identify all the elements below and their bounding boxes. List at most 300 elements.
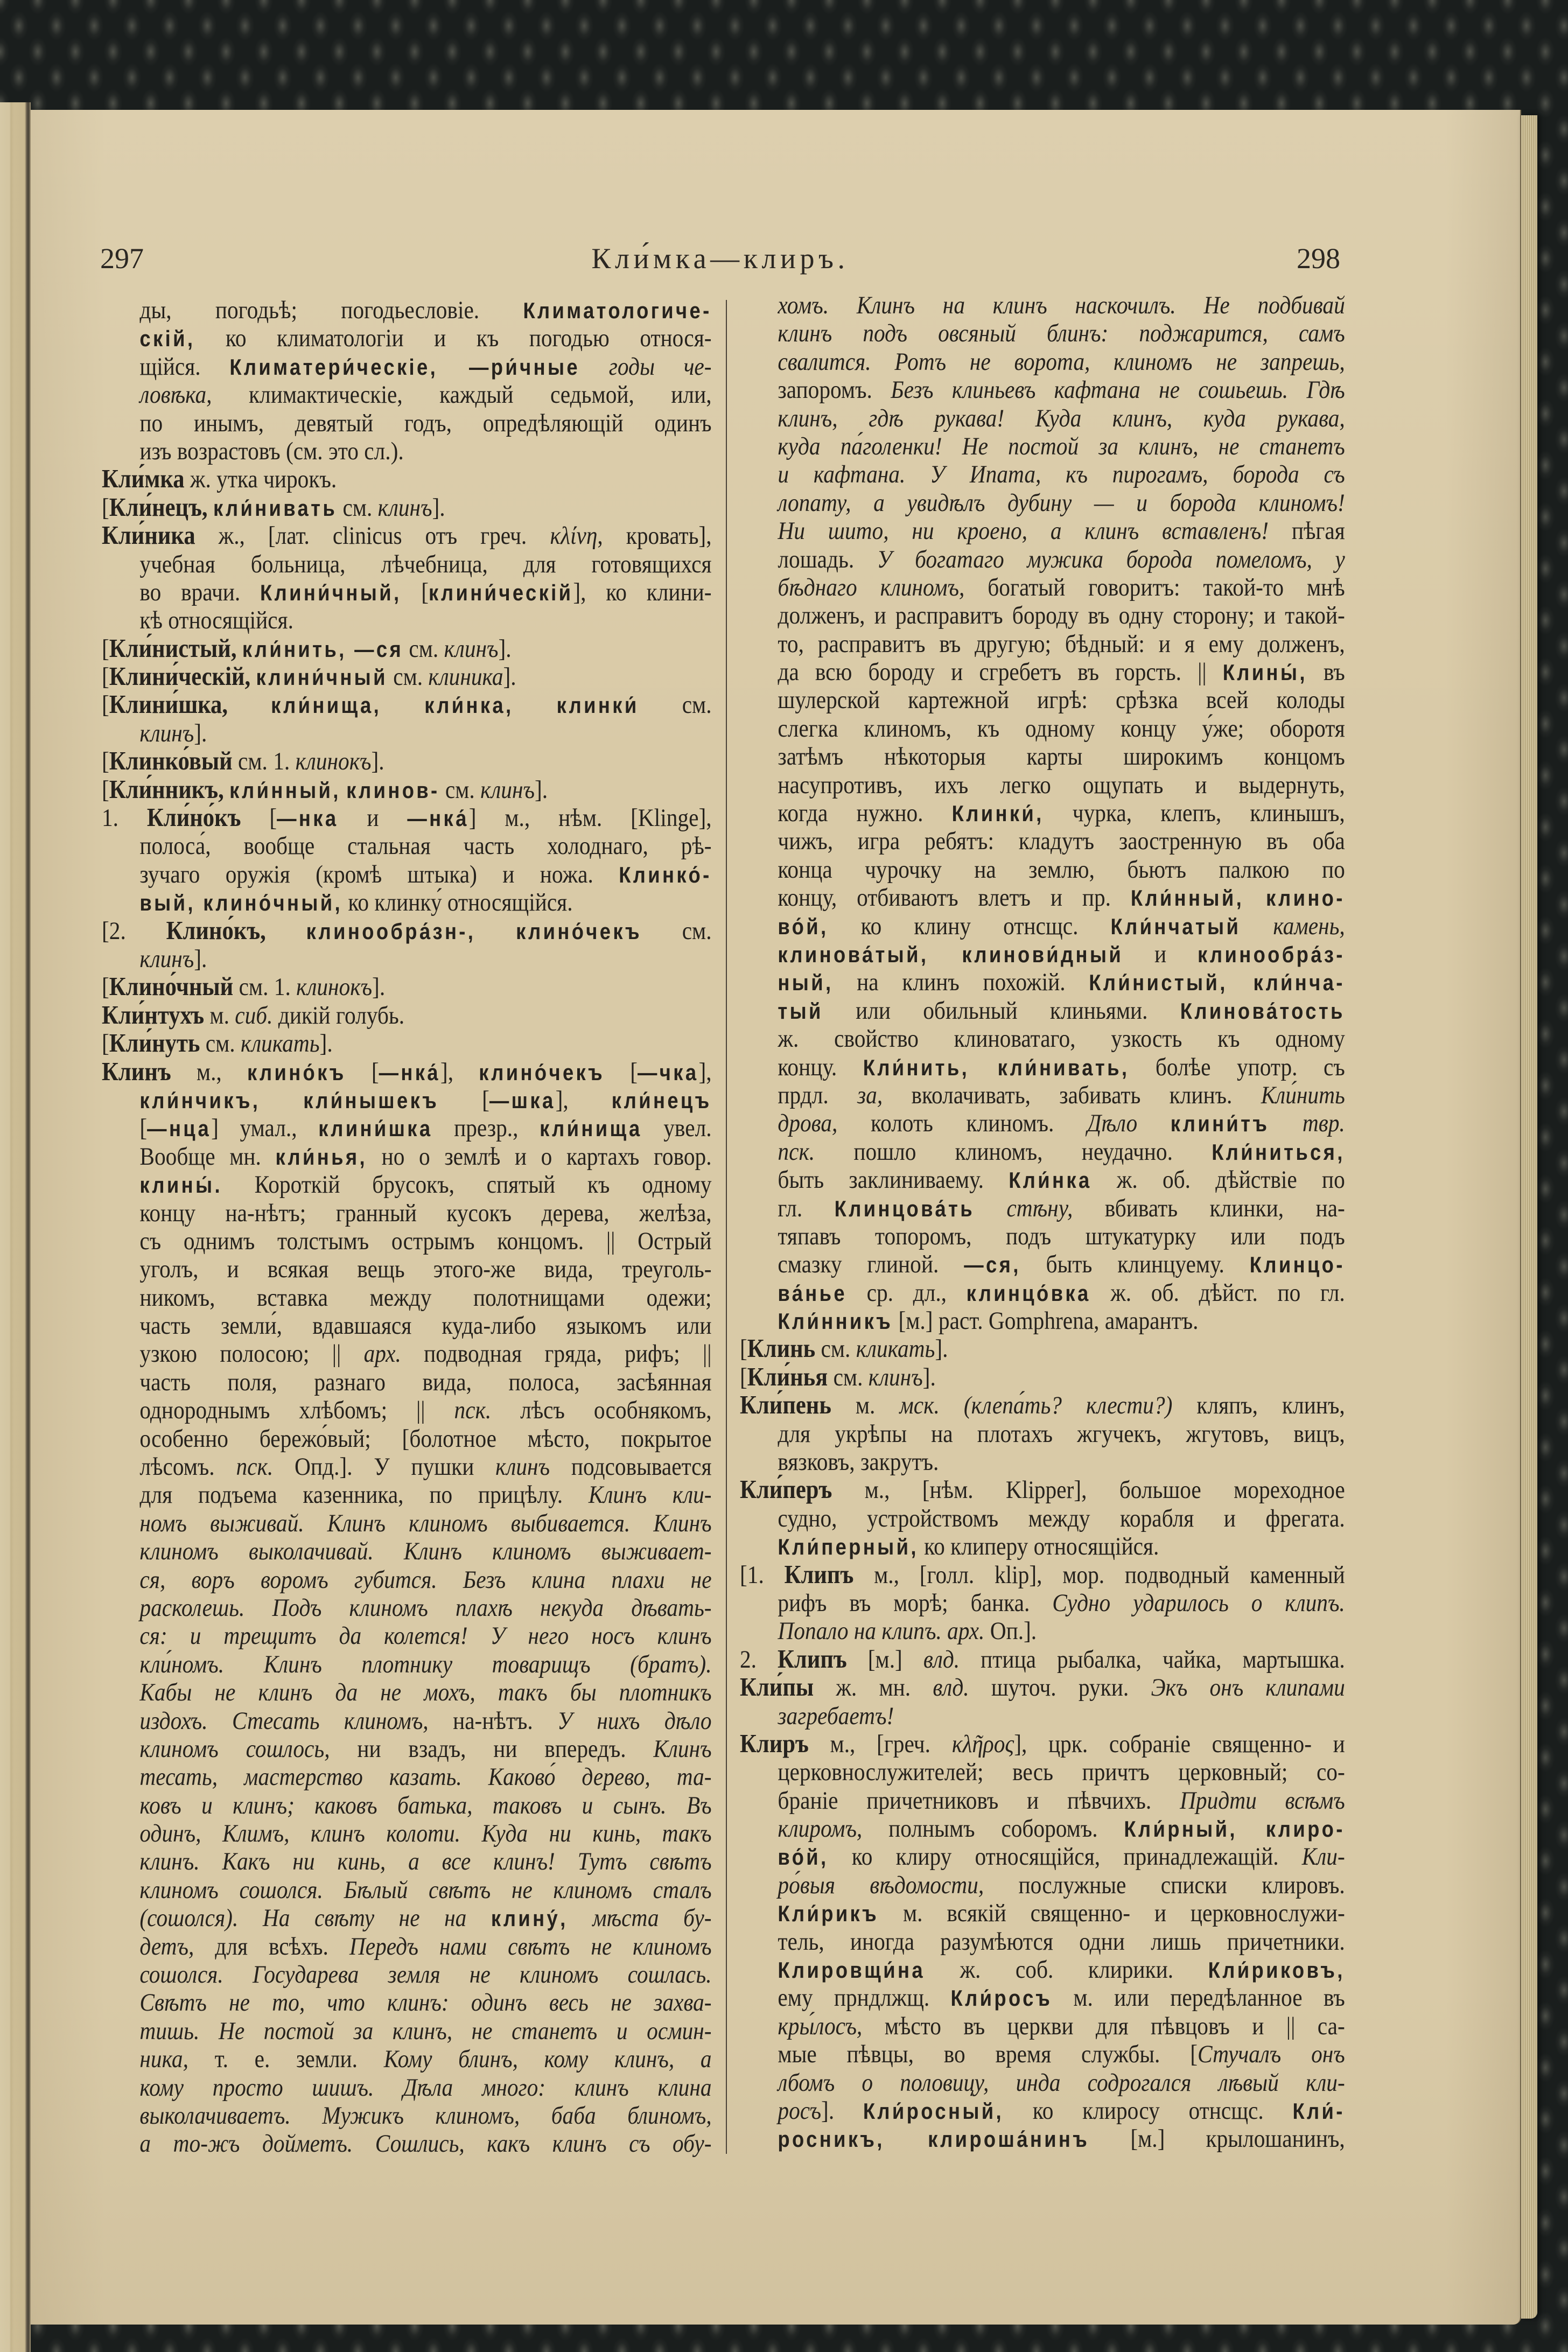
dictionary-line	[740, 997, 1345, 1025]
italic-text: выколачиваетъ. Мужикъ клиномъ, баба блиномъ,	[139, 2102, 712, 2130]
dictionary-line	[102, 381, 712, 409]
derived-form: Клинко́-	[619, 862, 712, 887]
dictionary-line	[102, 945, 712, 973]
italic-text: номъ выживай. Клинъ клиномъ выбивается. Клинъ	[139, 1509, 712, 1537]
italic-text: клинъ	[868, 1363, 923, 1391]
body-text: гл.	[778, 1194, 835, 1222]
dictionary-line	[740, 1702, 1345, 1730]
italic-text: клиника	[428, 663, 503, 691]
dictionary-line	[102, 776, 712, 804]
dictionary-line	[740, 517, 1345, 545]
body-text: уголъ, и всякая вещь этого-же вида, треуголь-	[139, 1255, 712, 1284]
body-text: то, расправитъ въ другую; бѣдный: и я ему долженъ,	[778, 629, 1345, 658]
italic-text: пск.	[236, 1453, 274, 1481]
body-text	[1269, 1109, 1303, 1137]
body-text: насупротивъ, ихъ легко ощупать и выдернуть,	[778, 771, 1345, 799]
dictionary-line	[102, 719, 712, 747]
body-text: [	[401, 578, 429, 606]
derived-form: кли́нка,	[424, 693, 514, 718]
body-text: см. 1.	[233, 973, 297, 1002]
derived-form: Кли́ниться,	[1212, 1139, 1345, 1165]
dictionary-line	[740, 1053, 1345, 1081]
body-text: ко клиросу отнсщс.	[1004, 2097, 1293, 2125]
body-text: быть заклиниваему.	[778, 1166, 1009, 1194]
body-text: часть поля, разнаго вида, полоса, засѣянная	[139, 1368, 712, 1396]
body-text	[580, 353, 609, 381]
dictionary-line	[102, 691, 712, 719]
dictionary-line	[102, 635, 712, 663]
dictionary-line	[740, 2125, 1345, 2153]
body-text: кляпъ, клинъ,	[1172, 1391, 1345, 1420]
dictionary-line	[740, 1787, 1345, 1815]
dictionary-line	[102, 1819, 712, 1847]
body-text: концу на-нѣтъ; гранный кусокъ дерева, желѣза,	[139, 1199, 712, 1227]
body-text	[975, 1194, 1006, 1222]
body-text	[1137, 1109, 1171, 1137]
body-text: ни взадъ, ни впередъ.	[330, 1734, 654, 1763]
italic-text: ловѣка,	[139, 381, 212, 409]
derived-form: —нка́	[407, 806, 469, 831]
italic-text: куда па́голенки! Не постой за клинъ, не станетъ	[778, 432, 1345, 460]
italic-text: Свѣтъ не то, что клинъ: одинъ весь не захва-	[139, 1989, 712, 2017]
dictionary-line	[102, 409, 712, 437]
italic-text: мѣста бу-	[568, 1904, 712, 1933]
body-text: см.	[641, 916, 712, 945]
body-text: [м.]	[846, 1645, 923, 1674]
italic-text: твр.	[1302, 1109, 1345, 1138]
derived-form: Клировщи́на	[778, 1958, 925, 1983]
body-text: лошадь.	[778, 545, 877, 573]
dictionary-line	[740, 291, 1345, 319]
derived-form: Клинцо-	[1249, 1252, 1345, 1278]
dictionary-line	[740, 348, 1345, 376]
body-text: ].	[194, 719, 207, 747]
body-text: ж. об. дѣйст. по гл.	[1090, 1278, 1345, 1307]
dictionary-line	[740, 1617, 1345, 1645]
dictionary-line	[102, 663, 712, 691]
italic-text: клинъ, гдѣ рукава! Куда клинъ, куда рукава,	[778, 404, 1345, 432]
derived-form: клино́чекъ	[479, 1060, 605, 1085]
italic-text: клинъ	[480, 775, 535, 804]
dictionary-line	[102, 1847, 712, 1875]
italic-text: а то-жъ дойметъ. Сошлись, какъ клинъ съ обу-	[139, 2130, 712, 2158]
body-text: 1.	[102, 804, 147, 832]
right-column	[740, 291, 1345, 2153]
body-text: ко климатологіи и къ погодью относя-	[195, 324, 712, 353]
dictionary-line	[102, 804, 712, 832]
body-text: подводная гряда, рифъ; ||	[401, 1340, 712, 1368]
dictionary-line	[740, 376, 1345, 404]
dictionary-line	[102, 1735, 712, 1763]
derived-form: Клинки́,	[951, 801, 1044, 827]
derived-form: кли́нышекъ	[303, 1088, 439, 1113]
body-text: колоть клиномъ.	[837, 1109, 1088, 1138]
derived-form: —нка́	[379, 1060, 440, 1085]
italic-text: тесать, мастерство казать. Каково́ дерево, та-	[139, 1763, 712, 1791]
dictionary-line	[740, 545, 1345, 573]
body-text	[236, 635, 242, 663]
dictionary-line	[740, 1843, 1345, 1871]
body-text: климактическіе, каждый седьмой, или,	[212, 381, 712, 409]
derived-form: Кли́рикъ	[778, 1901, 879, 1927]
headword: Клинъ	[102, 1057, 171, 1086]
body-text: [	[102, 493, 109, 522]
dictionary-line	[102, 1904, 712, 1932]
italic-text: тишь. Не постой за клинъ, не станетъ и осмин-	[139, 2017, 712, 2045]
dictionary-line	[102, 550, 712, 578]
italic-text: Передъ нами свѣтъ не клиномъ	[349, 1932, 712, 1961]
italic-text: Клинъ	[653, 1734, 712, 1763]
dictionary-line	[740, 2012, 1345, 2040]
dictionary-line	[740, 1025, 1345, 1053]
derived-form: —чка	[638, 1060, 699, 1085]
italic-text: издохъ. Стесать клиномъ,	[139, 1706, 429, 1735]
dictionary-line	[740, 460, 1345, 488]
dictionary-line	[102, 1086, 712, 1114]
dictionary-line	[740, 1956, 1345, 1984]
body-text: вязковъ, закрутъ.	[778, 1448, 939, 1476]
body-text: ].	[498, 634, 512, 663]
italic-text: пск.	[778, 1137, 815, 1166]
derived-form: Клинцова́ть	[834, 1196, 975, 1221]
body-text: послужные списки клировъ.	[984, 1871, 1345, 1899]
dictionary-line	[740, 1391, 1345, 1419]
italic-text: клинъ	[495, 1453, 550, 1481]
dictionary-line	[102, 860, 712, 888]
italic-text: лопату, а увидѣлъ дубину — и борода клиномъ!	[778, 488, 1345, 517]
body-text: полнымъ соборомъ.	[862, 1815, 1124, 1843]
italic-text: росъ	[778, 2097, 822, 2125]
dictionary-line	[102, 296, 712, 324]
italic-text: мск. (клепа́ть? клести?)	[899, 1391, 1173, 1420]
body-text: лѣсъ особнякомъ,	[491, 1396, 712, 1425]
dictionary-line	[740, 715, 1345, 743]
italic-text: Попало на клипъ. арх.	[778, 1617, 985, 1646]
italic-text: Клинъ кли-	[588, 1481, 712, 1509]
body-text: тель, иногда разумѣются одни лишь причетники.	[778, 1927, 1345, 1956]
italic-text: клинъ	[444, 634, 499, 663]
italic-text: У нихъ дѣло	[557, 1706, 712, 1735]
dictionary-line	[102, 465, 712, 493]
body-text: м., [греч.	[808, 1730, 952, 1758]
italic-text: Кли-	[1301, 1843, 1345, 1871]
derived-form: Климатологиче-	[523, 298, 712, 323]
italic-text: Экъ онъ клипами	[1151, 1674, 1345, 1702]
body-text: м.	[831, 1391, 900, 1420]
dictionary-line	[740, 1646, 1345, 1674]
body-text: ж. свойство клиноватаго, узкость къ одному	[778, 1025, 1345, 1053]
body-text: ].	[319, 1030, 333, 1058]
dictionary-line	[102, 973, 712, 1001]
right-column-text	[740, 291, 1345, 2153]
body-text: [	[740, 1335, 747, 1363]
body-text: или обильный клиньями.	[823, 996, 1180, 1025]
body-text	[514, 691, 557, 719]
dictionary-line	[740, 1730, 1345, 1758]
italic-text: клинокъ	[296, 973, 373, 1002]
body-text: тяпавъ топоромъ, подъ штукатурку или подъ	[778, 1222, 1345, 1250]
body-text: [	[439, 1086, 489, 1114]
derived-form: Кли́нный, клино-	[1130, 886, 1345, 911]
body-text: смазку глиной.	[778, 1250, 964, 1279]
body-text: рифъ въ морѣ; банка.	[778, 1588, 1053, 1617]
body-text: учебная больница, лѣчебница, для готовящихся	[139, 550, 712, 578]
body-text: м. или передѣланное въ	[1052, 1984, 1345, 2012]
body-text: для подъема казенника, по прицѣлу.	[139, 1481, 589, 1509]
dictionary-line	[740, 1476, 1345, 1504]
headword: Кли́нья	[747, 1362, 828, 1391]
italic-text: годы че-	[608, 352, 712, 381]
body-text: часть земли́, вдавшаяся куда-либо языкомъ или	[139, 1312, 712, 1340]
headword: Клинь	[747, 1334, 816, 1363]
column-divider	[726, 300, 727, 2154]
derived-form: росникъ, клироша́нинъ	[778, 2127, 1090, 2152]
italic-text: Безъ клиньевъ кафтана не сошьешь. Гдѣ	[891, 376, 1345, 404]
dictionary-line	[740, 1166, 1345, 1194]
headword: Клини́шка,	[109, 690, 228, 719]
body-text: лѣсомъ.	[139, 1453, 236, 1481]
dictionary-line	[102, 2017, 712, 2045]
dictionary-line	[102, 324, 712, 352]
italic-text: бѣднаго клиномъ,	[778, 573, 965, 601]
body-text: ].	[935, 1335, 948, 1363]
headword: Кли́мка	[102, 465, 185, 494]
dictionary-line	[102, 2102, 712, 2130]
body-text: см.	[439, 775, 481, 804]
body-text	[260, 1086, 303, 1114]
body-text: браніе причетниковъ и пѣвчихъ.	[778, 1786, 1180, 1815]
body-text: [	[102, 775, 109, 804]
italic-text: арх.	[363, 1340, 401, 1368]
derived-form: Клины́,	[1222, 660, 1307, 685]
body-text: м.	[204, 1001, 235, 1030]
body-text	[1241, 912, 1273, 940]
body-text: слегка клиномъ, къ одному концу у́же; оборотя	[778, 714, 1345, 743]
derived-form: клини́шка	[318, 1116, 433, 1142]
body-text: ].	[922, 1363, 936, 1391]
derived-form: клины́.	[139, 1173, 222, 1198]
dictionary-line	[740, 1307, 1345, 1335]
dictionary-line	[102, 2045, 712, 2073]
body-text: но о землѣ и о картахъ говор.	[367, 1142, 712, 1171]
body-text: [	[102, 973, 109, 1002]
dictionary-line	[740, 1871, 1345, 1899]
dictionary-line	[740, 432, 1345, 460]
italic-text: клинъ	[377, 493, 432, 522]
dictionary-line	[102, 1989, 712, 2017]
headword: Кли́пы	[740, 1673, 814, 1702]
dictionary-line	[102, 1425, 712, 1453]
body-text: ].	[534, 775, 548, 804]
headword: Клино́чный	[109, 972, 234, 1002]
body-text: полоса́, вообще стальная часть холоднаго, рѣ-	[139, 832, 712, 860]
body-text: да всю бороду и сгребетъ въ горсть. ||	[778, 658, 1223, 687]
derived-form: Клини́чный,	[260, 580, 402, 605]
derived-form: во́й,	[778, 1845, 829, 1870]
dictionary-line	[102, 1002, 712, 1030]
derived-form: Кли́нка	[1009, 1168, 1092, 1193]
dictionary-line	[740, 573, 1345, 601]
derived-form: клинообра́зн-,	[306, 919, 476, 944]
dictionary-line	[740, 912, 1345, 940]
derived-form: кли́нья,	[275, 1144, 367, 1170]
headword: Кли́нтухъ	[102, 1000, 205, 1030]
dictionary-line	[740, 1279, 1345, 1307]
body-text: богатый говоритъ: такой-то мнѣ	[964, 573, 1345, 601]
derived-form: Кли́нчатый	[1110, 914, 1241, 939]
body-text	[208, 494, 213, 522]
derived-form: клинова́тый, клинови́дный	[778, 942, 1124, 967]
body-text: ж. соб. клирики.	[925, 1956, 1208, 1984]
headword: Кли́но́къ	[146, 803, 241, 832]
italic-text: сиб.	[235, 1001, 273, 1030]
dictionary-line	[102, 1791, 712, 1819]
body-text: особенно бережо́вый; [болотное мѣсто, покрытое	[139, 1424, 712, 1453]
body-text: т. е. земли.	[188, 2045, 384, 2074]
body-text: ].	[194, 944, 207, 973]
body-text: мѣсто въ церкви для пѣвцовъ и || са-	[862, 2012, 1345, 2040]
dictionary-line	[740, 1194, 1345, 1222]
derived-form: кли́нить, —ся	[242, 636, 404, 662]
italic-text: кликать	[856, 1335, 935, 1363]
italic-text: клинъ подъ овсяный блинъ: поджарится, самъ	[778, 319, 1345, 348]
body-text: ды, погодьѣ; погодьесловіе.	[139, 296, 523, 324]
italic-text: Ни шито, ни кроено, а клинъ вставленъ!	[778, 517, 1269, 545]
dictionary-line	[102, 1312, 712, 1340]
dictionary-line	[102, 1622, 712, 1650]
derived-form: клинов-	[346, 778, 440, 803]
dictionary-line	[102, 1030, 712, 1058]
dictionary-line	[740, 601, 1345, 629]
page-number-right: 298	[1297, 242, 1340, 275]
body-text: чижъ, игра ребятъ: кладутъ заостренную въ оба	[778, 827, 1345, 856]
italic-text: ся: и трещитъ да колется! У него носъ клинъ	[139, 1622, 712, 1650]
body-text: см.	[403, 634, 444, 663]
dictionary-line	[740, 1250, 1345, 1278]
headword: Клино́къ,	[166, 916, 266, 945]
derived-form: клинки́	[556, 693, 639, 718]
dictionary-line	[102, 1566, 712, 1594]
body-text: ],	[440, 1058, 479, 1086]
derived-form: ва́нье	[778, 1280, 847, 1306]
running-head	[100, 244, 1340, 273]
italic-text: κλίνη	[550, 522, 598, 550]
body-text: [	[241, 804, 277, 832]
body-text: увел.	[642, 1114, 712, 1143]
body-text: м., [голл. klip], мор. подводный каменный	[853, 1560, 1345, 1589]
headword: Кли́ника	[102, 521, 195, 550]
body-text	[475, 917, 516, 945]
italic-text: κλῆρος	[951, 1730, 1014, 1758]
dictionary-line	[740, 319, 1345, 347]
body-text: Короткій брусокъ, спятый къ одному	[222, 1171, 712, 1199]
previous-page-edge	[0, 102, 31, 2352]
dictionary-line	[740, 1363, 1345, 1391]
dictionary-line	[102, 1199, 712, 1227]
dictionary-line	[102, 1537, 712, 1565]
body-text: пѣгая	[1268, 517, 1345, 545]
body-text: изъ возрастовъ (см. это сл.).	[139, 437, 404, 465]
italic-text: Дѣло	[1087, 1109, 1138, 1138]
dictionary-line	[740, 2069, 1345, 2097]
dictionary-line	[740, 856, 1345, 884]
italic-text: пск.	[454, 1396, 492, 1425]
dictionary-line	[740, 658, 1345, 686]
dictionary-line	[102, 1368, 712, 1396]
derived-form: скій,	[139, 326, 195, 352]
headword: Кли́нецъ,	[109, 493, 208, 522]
dictionary-line	[740, 827, 1345, 855]
body-text: церковнослужителей; весь причтъ церковный; со-	[778, 1758, 1345, 1787]
body-text: быть клинцуему.	[1020, 1250, 1250, 1279]
body-text: узкою полосою; ||	[139, 1340, 364, 1368]
derived-form: —нца	[147, 1116, 212, 1142]
derived-form: клини́тъ	[1170, 1111, 1270, 1137]
dictionary-line	[740, 1222, 1345, 1250]
italic-text: расколешь. Подъ клиномъ плахѣ некуда дѣвать-	[139, 1593, 712, 1622]
dictionary-line	[102, 747, 712, 775]
derived-form: тый	[778, 998, 823, 1024]
body-text: ср. дл.,	[846, 1278, 967, 1307]
italic-text: лбомъ о половицу, инда содрогался лѣвый кли-	[778, 2068, 1345, 2097]
headword: Клинко́вый	[109, 747, 233, 776]
body-text: [м.] раст. Gomphrena, амарантъ.	[893, 1307, 1199, 1335]
body-text: на клинъ похожій.	[833, 968, 1089, 997]
body-text: ] умал.,	[211, 1114, 319, 1143]
body-text: ].	[821, 2097, 863, 2125]
italic-text: Кому блинъ, кому клинъ, а	[383, 2045, 712, 2074]
body-text: [2.	[102, 916, 166, 945]
derived-form: Кли́росъ	[950, 1986, 1053, 2011]
dictionary-line	[740, 884, 1345, 912]
body-text: м., [нѣм. Klipper], большое мореходное	[832, 1476, 1345, 1504]
dictionary-line	[740, 1448, 1345, 1476]
body-text: ж. утка чирокъ.	[184, 465, 337, 494]
body-text: концу.	[778, 1053, 863, 1081]
body-text: м. всякій священно- и церковнослужи-	[879, 1899, 1345, 1928]
dictionary-line	[740, 1589, 1345, 1617]
body-text: ему прндлжщ.	[778, 1984, 951, 2012]
dictionary-line	[102, 606, 712, 634]
dictionary-line	[102, 888, 712, 916]
italic-text: влд.	[923, 1645, 960, 1674]
derived-form: клину́,	[491, 1906, 568, 1931]
derived-form: Климатери́ческіе, —ри́чные	[229, 354, 580, 380]
body-text: см.	[639, 691, 712, 719]
dictionary-line	[740, 1532, 1345, 1560]
body-text: никомъ, вставка между полотнищами одежи;	[139, 1283, 712, 1312]
dictionary-line	[740, 2097, 1345, 2125]
dictionary-line	[740, 771, 1345, 799]
body-text: ко клиру относящійся, принадлежащій.	[828, 1843, 1302, 1871]
body-text: см.	[200, 1030, 241, 1058]
dictionary-line	[740, 1899, 1345, 1927]
dictionary-line	[102, 917, 712, 945]
body-text: ].	[372, 973, 386, 1002]
italic-text: Кли́нить	[1261, 1081, 1345, 1109]
headword: Кли́нуть	[109, 1029, 200, 1058]
dictionary-line	[740, 743, 1345, 771]
body-text: подсовывается	[550, 1453, 712, 1481]
italic-text: сошолся. Государева земля не клиномъ сошлась.	[139, 1961, 712, 1989]
body-text: ].	[432, 493, 445, 522]
derived-form: кли́нивать	[213, 495, 338, 521]
body-text: и	[1123, 940, 1198, 968]
dictionary-line	[102, 578, 712, 606]
body-text: по инымъ, девятый годъ, опредѣляющій одинъ	[139, 409, 712, 437]
headword: Кли́нистый,	[109, 634, 237, 663]
body-text: конца чурочку на землю, бьютъ палкою по	[778, 855, 1345, 884]
